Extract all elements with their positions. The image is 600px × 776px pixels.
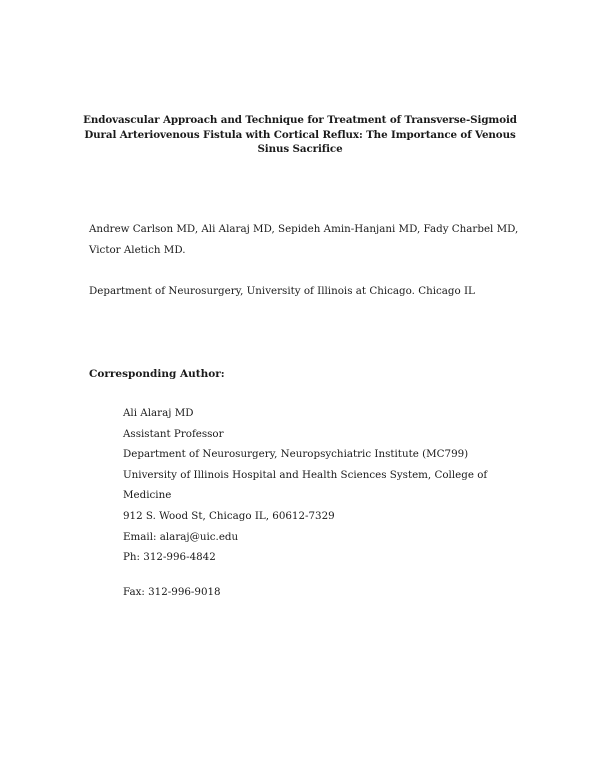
- contact-phone-fax: [123, 550, 487, 598]
- contact-address: 912 S. Wood St, Chicago IL, 60612-7329: [123, 509, 335, 522]
- affiliation: Department of Neurosurgery, University of Illinois at Chicago. Chicago IL: [89, 285, 475, 297]
- author-list: [89, 222, 518, 264]
- contact-name: Ali Alaraj MD: [123, 407, 194, 419]
- contact-phone: Ph: 312-996-4842: [123, 551, 216, 564]
- contact-block: [123, 406, 488, 598]
- title-line-2: Dural Arteriovenous Fistula with Cortical Reflux: The Importance of Venous: [84, 128, 516, 141]
- phone-fax-gap: [123, 564, 137, 585]
- contact-fax: Fax: 312-996-9018: [123, 585, 221, 598]
- contact-position: Assistant Professor: [123, 427, 224, 440]
- corresponding-author-heading: Corresponding Author:: [89, 368, 225, 380]
- title-line-3: Sinus Sacrifice: [257, 143, 343, 156]
- authors-line-2: Victor Aletich MD.: [89, 244, 186, 256]
- authors-line-1: Andrew Carlson MD, Ali Alaraj MD, Sepideh Amin-Hanjani MD, Fady Charbel MD,: [89, 223, 519, 235]
- contact-institution-line-2: Medicine: [123, 489, 172, 502]
- paper-title: [80, 113, 520, 157]
- contact-department: Department of Neurosurgery, Neuropsychiatric Institute (MC799): [123, 448, 469, 461]
- contact-institution-line-1: University of Illinois Hospital and Health Sciences System, College of: [123, 468, 488, 481]
- contact-email: Email: alaraj@uic.edu: [123, 530, 239, 543]
- title-line-1: Endovascular Approach and Technique for Treatment of Transverse-Sigmoid: [83, 114, 517, 126]
